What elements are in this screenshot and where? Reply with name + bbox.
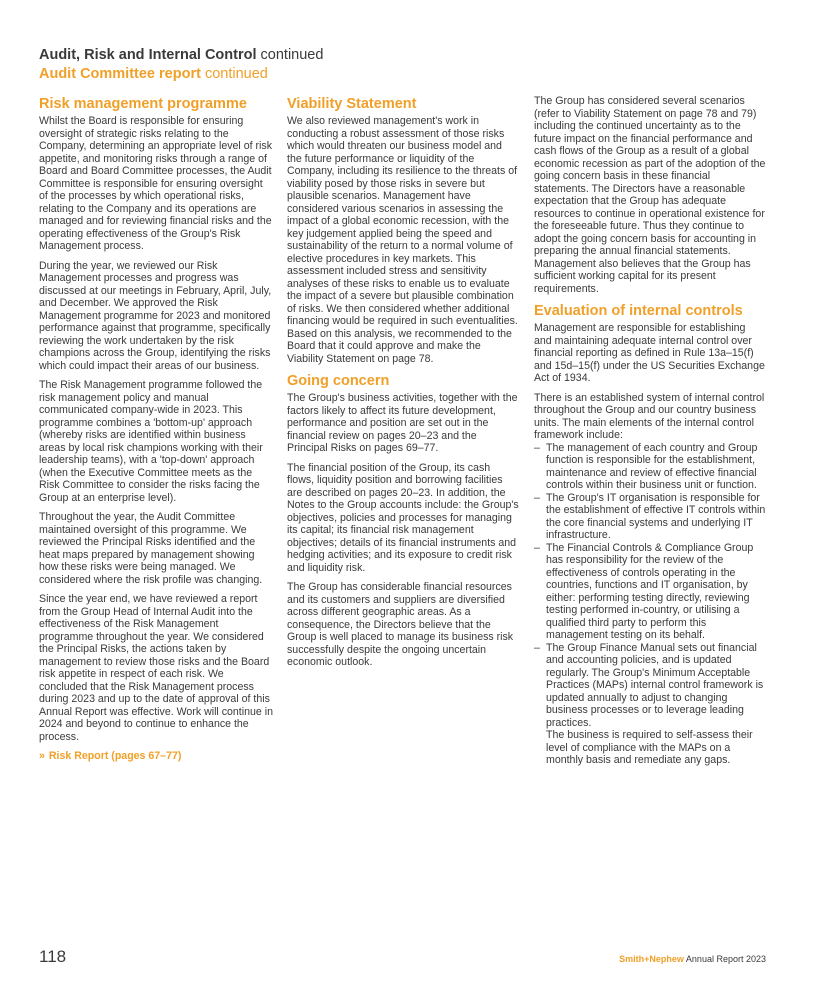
paragraph: We also reviewed management's work in conducting a robust assessment of those risks which would threaten our business model and the future performance or liquidity of the Company, including its resilience to the threats of viability posed by those risks in severe but plausible scenarios. Management have considered various scenarios in assessing the impact of a global economic recession, with the key judgement applied being the speed and sustainability of the return to a normal volume of elective procedures in key markets. This assessment included stress and sensitivity analyses of these risks to enable us to evaluate the impact of a severe but plausible combination of risks. We then considered whether additional financing would be required in such eventualities. Based on this analysis, we recommended to the Board that it could approve and make the Viability Statement on page 78.: [287, 115, 518, 365]
paragraph: Management are responsible for establishing and maintaining adequate internal control over financial reporting as defined in Rule 13a–15(f) and 15d–15(f) under the US Securities Exchange Act of 1934.: [534, 322, 765, 384]
heading-going-concern: Going concern: [287, 373, 390, 389]
report-name: Annual Report 2023: [683, 954, 766, 964]
paragraph: The Group has considerable financial resources and its customers and suppliers are diversified across different geographic areas. As a consequence, the Directors believe that the Group is well placed to manage its business risk successfully despite the ongoing uncertain economic outlook.: [287, 581, 514, 668]
paragraph: During the year, we reviewed our Risk Management processes and progress was discussed at our meetings in February, April, July, and December. We approved the Risk Management programme for 2023 and monitored performance against that programme, specifically reviewing the work undertaken by the risk champions across the Group, identifying the risks which could impact their areas of our business.: [39, 259, 272, 372]
list-item: – The Group's IT organisation is responsible for the establishment of effective IT controls within the core financial systems and underlying IT infrastructure.: [534, 492, 766, 542]
column-1: [39, 95, 274, 762]
heading-internal-controls: Evaluation of internal controls: [534, 303, 743, 319]
internal-control-list: [534, 442, 766, 730]
page-number: 118: [39, 947, 67, 966]
paragraph: The financial position of the Group, its cash flows, liquidity position and borrowing facilities are described on pages 20–23. In addition, the Notes to the Group accounts include: the Group's objectives, policies and processes for managing its capital; its financial risk management objectives; details of its financial instruments and hedging activities; and its exposure to credit risk and liquidity risk.: [287, 461, 519, 574]
paragraph: There is an established system of internal control throughout the Group and our country business units. The main elements of the internal control framework include:: [534, 391, 765, 441]
double-chevron-right-icon: »: [39, 750, 43, 762]
page-header: [39, 46, 323, 84]
paragraph: The Risk Management programme followed the risk management policy and manual communicated company-wide in 2023. This programme combines a 'bottom-up' approach (whereby risks are identified within business areas by local risk champions working with their leadership teams), with a 'top-down' approach (when the Executive Committee meets as the Risk Committee to consider the risks facing the Group at an enterprise level).: [39, 379, 263, 504]
risk-report-link-label: Risk Report (pages 67–77): [48, 750, 182, 762]
paragraph: Whilst the Board is responsible for ensuring oversight of strategic risks relating to the Company, determining an appropriate level of risk appetite, and monitoring risks through a range of Board and Board Committee processes, the Audit Committee is responsible for ensuring oversight of the processes by which operational risks, relating to the Company and its operations are managed and for reviewing financial risks and the operating effectiveness of the Group's Risk Management process.: [39, 115, 272, 252]
footer: [619, 954, 766, 964]
list-item: – The Group Finance Manual sets out financial and accounting policies, and is updated regularly. The Group's Minimum Acceptable Practices (MAPs) internal control framework is updated annually to adjust to changing business processes or to leverage leading practices.: [534, 642, 766, 730]
section-title: Audit, Risk and Internal Control continued: [39, 47, 324, 63]
paragraph: The Group has considered several scenarios (refer to Viability Statement on page 78 and 79) including the continued uncertainty as to the future impact on the financial performance and cash flows of the Group as a result of a global economic recession as part of the adoption of the going concern basis in these financial statements. The Directors have a reasonable expectation that the Group has adequate resources to continue in operational existence for the foreseeable future. Thus they continue to adopt the going concern basis for accounting in preparing the annual financial statements. Management also believes that the Group has sufficient working capital for its present requirements.: [534, 95, 766, 295]
paragraph: The Group's business activities, together with the factors likely to affect its future development, performance and position are set out in the financial review on pages 20–23 and the Principal Risks on pages 69–77.: [287, 392, 518, 454]
list-item: – The Financial Controls & Compliance Group has responsibility for the review of the effectiveness of controls operating in the countries, functions and IT organisation, by either: performing testing directly, reviewing testing performed in-country, or utilising a qualified third party to perform this management testing on its behalf.: [534, 542, 766, 642]
paragraph: Throughout the year, the Audit Committee maintained oversight of this programme. We reviewed the Principal Risks identified and the heat maps prepared by management showing how these risks were being managed. We considered where the risk profile was changing.: [39, 511, 263, 586]
column-3: [534, 95, 766, 774]
paragraph: The business is required to self-assess their level of compliance with the MAPs on a monthly basis and remediate any gaps.: [546, 729, 753, 766]
heading-risk-management: Risk management programme: [39, 96, 247, 112]
list-item: – The management of each country and Group function is responsible for the establishment, maintenance and review of effective financial controls within their business unit or function.: [534, 442, 766, 492]
column-2: [287, 95, 519, 676]
risk-report-link[interactable]: [39, 750, 274, 762]
paragraph: Since the year end, we have reviewed a report from the Group Head of Internal Audit into the effectiveness of the Risk Management programme throughout the year. We considered the Principal Risks, the actions taken by management to review those risks and the Board risk appetite in respect of each risk. We concluded that the Risk Management process during 2023 and up to the date of approval of this Annual Report was effective. Work will continue in 2024 and beyond to continue to enhance the process.: [39, 593, 273, 743]
brand-name: Smith+Nephew: [619, 954, 684, 964]
subsection-title: Audit Committee report continued: [39, 66, 268, 82]
heading-viability-statement: Viability Statement: [287, 96, 417, 112]
